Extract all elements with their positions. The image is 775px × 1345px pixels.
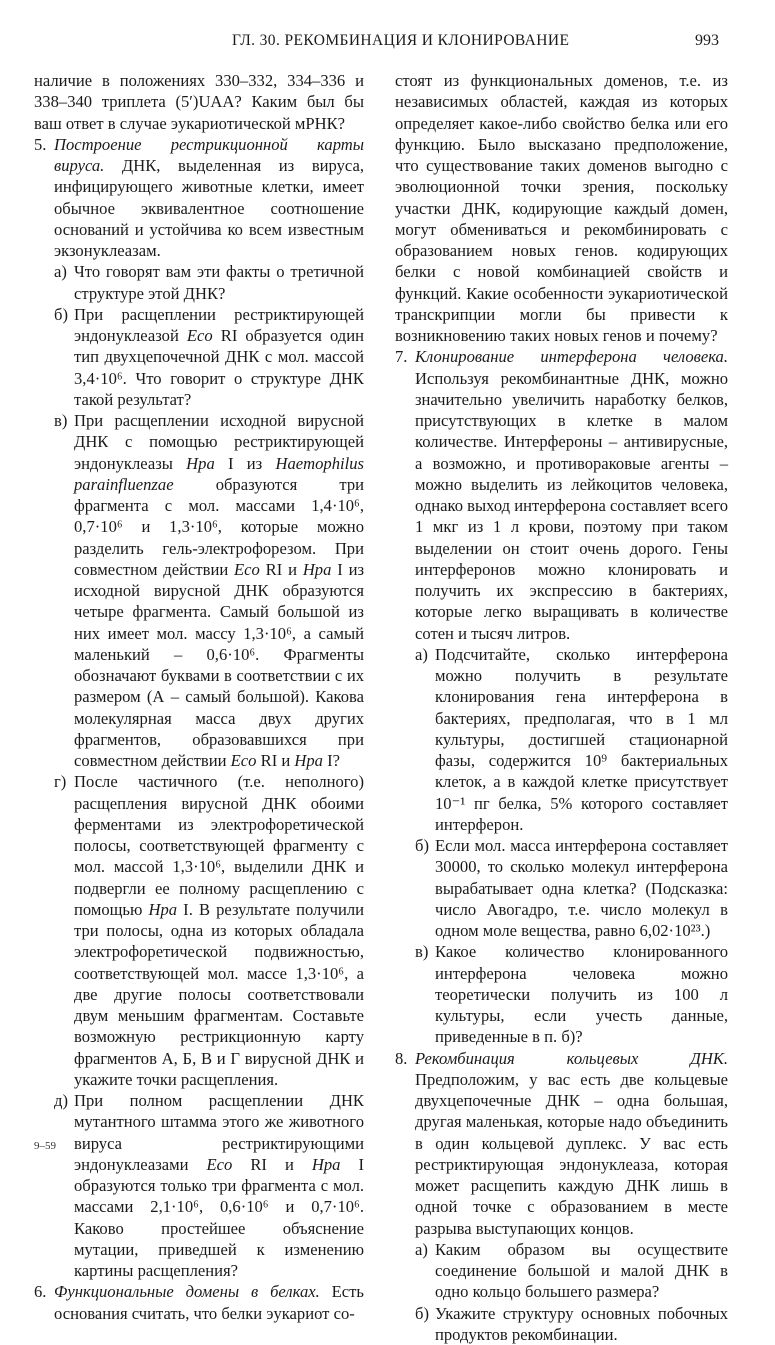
subquestion-b: б) При расщеплении рестриктирующей эндонуклеазой Eco RI образуется один тип двухцепочечной ДНК с мол. массой 3,4·10⁶. Что говорит о структуре ДНК такой результат? [54, 304, 364, 410]
problem-number: 5. [34, 134, 46, 155]
problem-text: Используя рекомбинантные ДНК, можно значительно увеличить наработку белков, присутствующих в клетке в малом количестве. Интерфероны – антивирусные, а возможно, и противораковые агенты – можно выделить из лейкоцитов человека, однако выход интерферона составляет всего 1 мкг из 1 л крови, поэтому при таком выделении он стоит очень дорого. Гены интерферонов можно клонировать и получить их экспрессию в бактериях, которые легко выращивать в количестве сотен и тысяч литров. [415, 369, 728, 643]
left-column [34, 70, 364, 1324]
subquestion-d: д) При полном расщеплении ДНК мутантного штамма этого же животного вируса рестриктирующими эндонуклеазами Eco RI и Hpa I образуются только три фрагмента с мол. массами 2,1·10⁶, 0,6·10⁶ и 0,7·10⁶. Каково простейшее объяснение мутации, приведшей к изменению картины расщепления? [54, 1090, 364, 1281]
problem-text: Предположим, у вас есть две кольцевые двухцепочечные ДНК – одна большая, другая маленькая, которые надо объединить в один кольцевой дуплекс. У вас есть рестриктирующая эндонуклеаза, которая может расщепить каждую ДНК лишь в одной точке с образованием в месте разрыва выступающих концов. [415, 1070, 728, 1238]
subquestion-a: а) Подсчитайте, сколько интерферона можно получить в результате клонирования гена интерферона в бактериях, предполагая, что в 1 мл культуры, достигшей стационарной фазы, содержится 10⁹ бактериальных клеток, а в каждой клетке присутствует 10⁻¹ пг белка, 5% которого составляет интерферон. [415, 644, 728, 835]
problem-title: Клонирование интерферона человека. [415, 347, 728, 366]
subquestion-a: а) Что говорят вам эти факты о третичной структуре этой ДНК? [54, 261, 364, 304]
right-column [395, 70, 728, 1345]
problem-number: 6. [34, 1281, 46, 1302]
problem-title: Построение рестрикционной карты вируса. [54, 135, 364, 175]
continued-text: наличие в положениях 330–332, 334–336 и 338–340 триплета (5′)UAA? Каким был бы ваш ответ в случае эукариотической мРНК? [34, 70, 364, 134]
subquestion-g: г) После частичного (т.е. неполного) расщепления вирусной ДНК обоими ферментами из электрофоретической полосы, соответствующей фрагменту с мол. массой 1,3·10⁶, выделили ДНК и подвергли ее полному расщеплению с помощью Hpa I. В результате получили три полосы, одна из которых обладала электрофоретической подвижностью, соответствующей мол. массе 1,3·10⁶, а две другие полосы соответствовали двум меньшим фрагментам. Составьте возможную рестрикционную карту фрагментов А, Б, В и Г вирусной ДНК и укажите точки расщепления. [54, 771, 364, 1090]
problem-7 [395, 346, 728, 1047]
problem-6 [34, 1281, 364, 1324]
page-number: 993 [695, 32, 719, 50]
problem-text: Есть основания считать, что белки эукариот со- [54, 1282, 364, 1322]
problem-title: Рекомбинация кольцевых ДНК. [415, 1049, 728, 1068]
subquestion-b: б) Укажите структуру основных побочных продуктов рекомбинации. [415, 1303, 728, 1345]
subquestion-a: а) Каким образом вы осуществите соединение большой и малой ДНК в одно кольцо большего размера? [415, 1239, 728, 1303]
problem-text: ДНК, выделенная из вируса, инфицирующего животные клетки, имеет обычное эквивалентное соотношение оснований и устойчива ко всем известным экзонуклеазам. [54, 156, 364, 260]
problem-number: 7. [395, 346, 407, 367]
subquestion-b: б) Если мол. масса интерферона составляет 30000, то сколько молекул интерферона вырабатывает одна клетка? (Подсказка: число Авогадро, т.е. число молекул в одном моле вещества, равно 6,02·10²³.) [415, 835, 728, 941]
subquestion-v: в) Какое количество клонированного интерферона человека можно теоретически получить из 100 л культуры, если учесть данные, приведенные в п. б)? [415, 941, 728, 1047]
chapter-title: ГЛ. 30. РЕКОМБИНАЦИЯ И КЛОНИРОВАНИЕ [232, 32, 569, 50]
subquestion-v: в) При расщеплении исходной вирусной ДНК с помощью рестриктирующей эндонуклеазы Hpa I из Haemophilus parainfluenzae образуются три фрагмента с мол. массами 1,4·10⁶, 0,7·10⁶ и 1,3·10⁶, которые можно разделить гель-электрофорезом. При совместном действии Eco RI и Hpa I из исходной вирусной ДНК образуются четыре фрагмента. Самый большой из них имеет мол. массу 1,3·10⁶, а самый маленький – 0,6·10⁶. Фрагменты обозначают буквами в соответствии с их размером (А – самый большой). Какова молекулярная масса двух других фрагментов, образовавшихся при совместном действии Eco RI и Hpa I? [54, 410, 364, 771]
problem-title: Функциональные домены в белках. [54, 1282, 320, 1301]
continued-text: стоят из функциональных доменов, т.е. из независимых областей, каждая из которых определяет какое-либо свойство белка или его функцию. Было высказано предположение, что существование таких доменов выгодно с эволюционной точки зрения, поскольку участки ДНК, кодирующие каждый домен, могут обмениваться и рекомбинировать с образованием новых генов. кодирующих белки с новой комбинацией свойств и функций. Какие особенности эукариотической транскрипции могли бы привести к возникновению таких новых генов и почему? [395, 70, 728, 346]
problem-5 [34, 134, 364, 1282]
page-header [0, 32, 775, 54]
problem-8 [395, 1048, 728, 1345]
printer-signature: 9–59 [34, 1140, 56, 1152]
problem-number: 8. [395, 1048, 407, 1069]
